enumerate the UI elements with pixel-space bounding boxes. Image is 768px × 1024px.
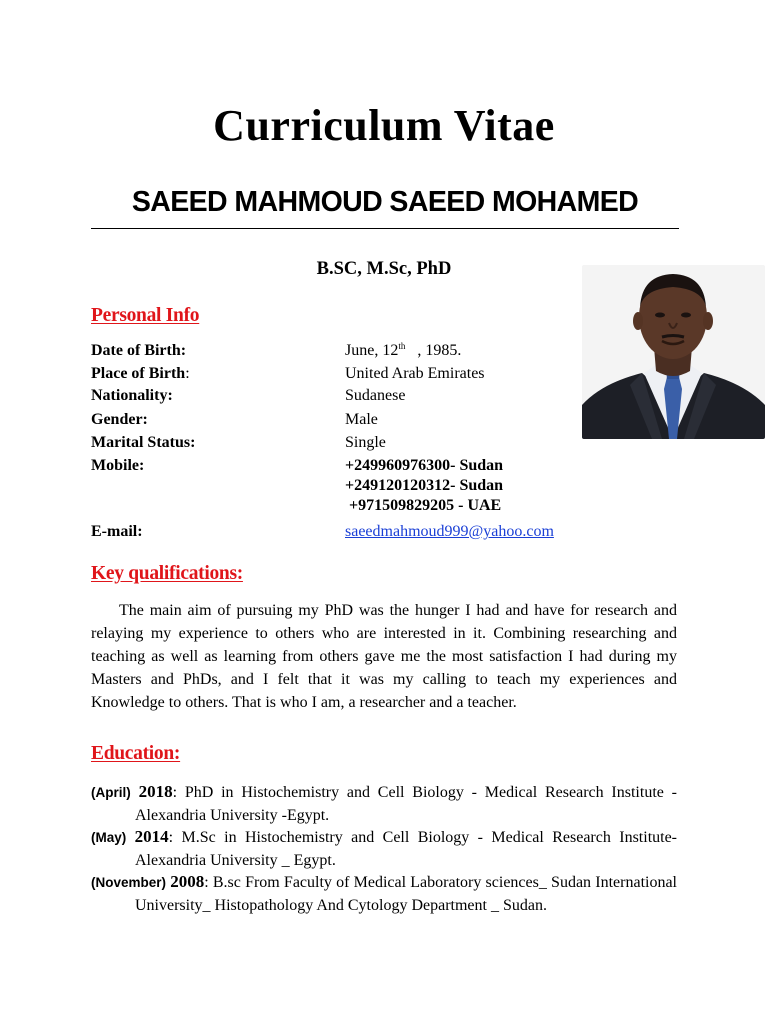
name-divider — [91, 228, 679, 229]
education-item — [91, 780, 677, 827]
education-text: : M.Sc in Histochemistry and Cell Biology - Medical Research Institute- Alexandria University _ Egypt. — [135, 829, 678, 869]
page-title: Curriculum Vitae — [213, 101, 555, 150]
pob-label — [91, 364, 190, 384]
pob-value: United Arab Emirates — [345, 365, 485, 382]
qualifications-paragraph — [91, 599, 677, 714]
education-year: 2014 — [134, 827, 169, 846]
mobile-1: +249960976300- Sudan — [345, 457, 504, 474]
gender-value: Male — [345, 411, 378, 428]
education-item — [91, 825, 677, 872]
profile-photo — [582, 265, 765, 439]
candidate-name: SAEED MAHMOUD SAEED MOHAMED — [131, 186, 639, 218]
mobile-label: Mobile: — [91, 457, 145, 474]
email-link[interactable]: saeedmahmoud999@yahoo.com — [345, 523, 554, 540]
education-year: 2018 — [138, 782, 173, 801]
education-item — [91, 870, 677, 917]
mobile-3: +971509829205 - UAE — [345, 497, 502, 514]
pob-colon: : — [185, 365, 190, 382]
education-text: : PhD in Histochemistry and Cell Biology - Medical Research Institute -Alexandria University -Egypt. — [135, 784, 677, 824]
education-month: (May) — [91, 830, 127, 845]
degrees: B.SC, M.Sc, PhD — [316, 259, 452, 279]
key-qualifications-heading: Key qualifications: — [91, 563, 243, 584]
nationality-value: Sudanese — [345, 387, 406, 404]
marital-value: Single — [345, 434, 386, 451]
education-text: : B.sc From Faculty of Medical Laboratory sciences_ Sudan International University_ Histopathology And Cytology Department _ Sudan. — [135, 874, 678, 914]
dob-month-day: June, 12 — [345, 342, 399, 359]
education-month: (November) — [91, 875, 167, 890]
education-heading: Education: — [91, 743, 181, 764]
marital-label: Marital Status: — [91, 434, 196, 451]
education-month: (April) — [91, 785, 131, 800]
email-label: E-mail: — [91, 523, 143, 540]
dob-label: Date of Birth: — [91, 342, 187, 359]
dob-suffix: th — [398, 341, 406, 351]
dob-year: , 1985. — [405, 342, 462, 359]
nationality-label: Nationality: — [91, 387, 173, 404]
gender-label: Gender: — [91, 411, 148, 428]
dob-value — [345, 341, 461, 361]
personal-info-heading: Personal Info — [91, 305, 200, 326]
qualifications-text: The main aim of pursuing my PhD was the hunger I had and have for research and relaying my experience to others who are interested in it. Combining researching and teaching as well as learning from others gave me the most satisfaction I had during my Masters and PhDs, and I felt that it was my calling to teach my experiences and Knowledge to others. That is who I am, a researcher and a teacher. — [91, 602, 677, 711]
mobile-2: +249120120312- Sudan — [345, 477, 504, 494]
education-year: 2008 — [170, 872, 205, 891]
pob-label-text: Place of Birth — [91, 365, 186, 382]
